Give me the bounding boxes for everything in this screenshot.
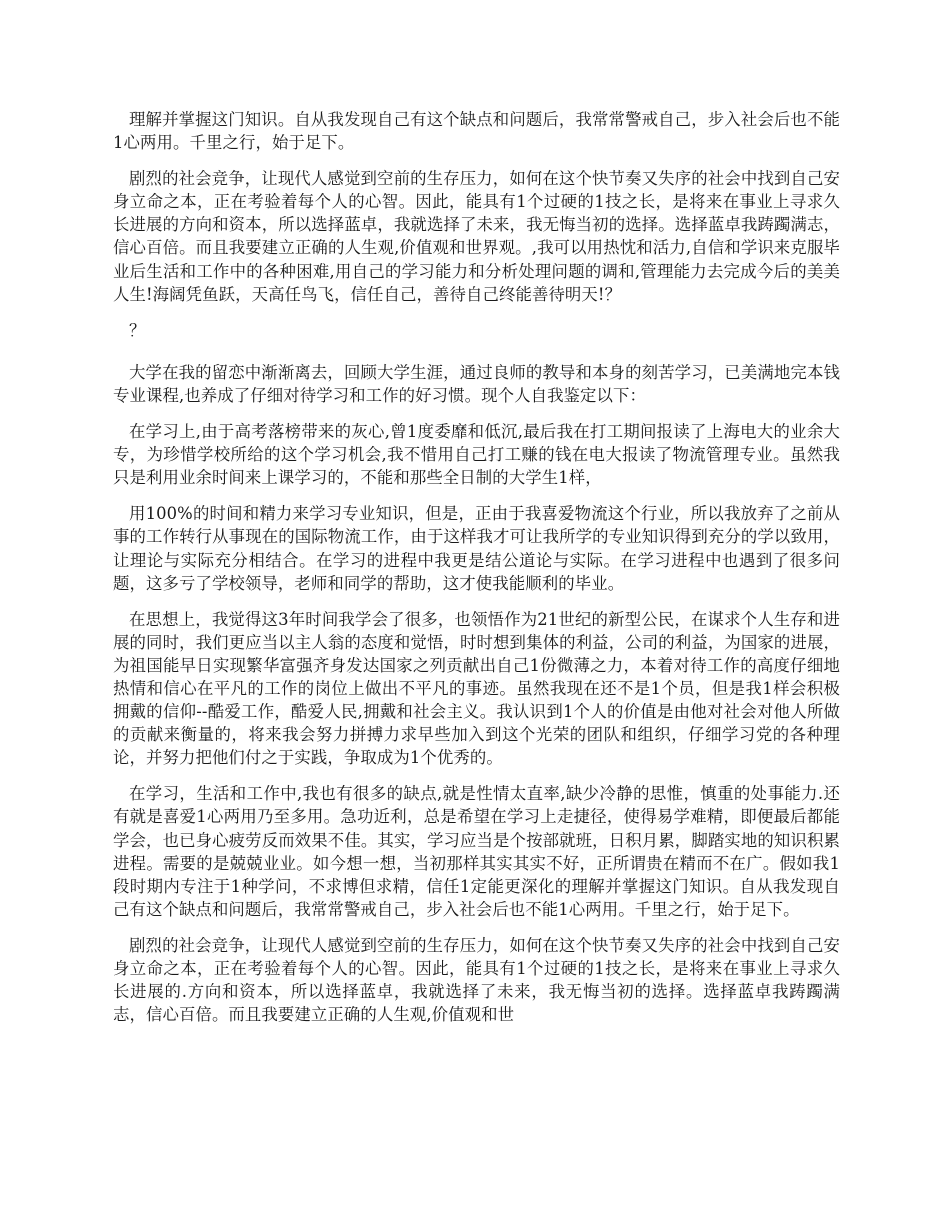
paragraph-1: 理解并掌握这门知识。自从我发现自己有这个缺点和问题后，我常常警戒自己，步入社会后也不能1心两用。千里之行，始于足下。: [113, 110, 840, 153]
document-page: [113, 108, 840, 1039]
paragraph-6: 用100%的时间和精力来学习专业知识，但是，正由于我喜爱物流这个行业，所以我放弃了之前从事的工作转行从事现在的国际物流工作，由于这样我才可让我所学的专业知识得到充分的学以致用，让理论与实际充分相结合。在学习的进程中我更是结公道论与实际。在学习进程中也遇到了很多问题，这多亏了学校领导，老师和同学的帮助，这才使我能顺利的毕业。: [113, 504, 840, 593]
paragraph-5: 在学习上,由于高考落榜带来的灰心,曾1度委靡和低沉,最后我在打工期间报读了上海电大的业余大专，为珍惜学校所给的这个学习机会,我不惜用自己打工赚的钱在电大报读了物流管理专业。虽然我只是利用业余时间来上课学习的，不能和那些全日制的大学生1样，: [113, 422, 840, 488]
paragraph-9: 剧烈的社会竞争，让现代人感觉到空前的生存压力，如何在这个快节奏又失序的社会中找到自己安身立命之本，正在考验着每个人的心智。因此，能具有1个过硬的1技之长，是将来在事业上寻求久长进展的.方向和资本，所以选择蓝卓，我就选择了未来，我无悔当初的选择。选择蓝卓我踌躅满志，信心百倍。而且我要建立正确的人生观,价值观和世: [113, 935, 840, 1025]
paragraph-7: 在思想上，我觉得这3年时间我学会了很多，也领悟作为21世纪的新型公民，在谋求个人生存和进展的同时，我们更应当以主人翁的态度和觉悟，时时想到集体的利益，公司的利益，为国家的进展，为祖国能早日实现繁华富强齐身发达国家之列贡献出自己1份微薄之力，本着对待工作的高度仔细地热情和信心在平凡的工作的岗位上做出不平凡的事迹。虽然我现在还不是1个员，但是我1样会积极拥戴的信仰--酷爱工作，酷爱人民,拥戴和社会主义。我认识到1个人的价值是由他对社会对他人所做的贡献来衡量的，将来我会努力拼搏力求早些加入到这个光荣的团队和组织，仔细学习党的各种理论，并努力把他们付之于实践，争取成为1个优秀的。: [113, 609, 840, 768]
paragraph-2: 剧烈的社会竞争，让现代人感觉到空前的生存压力，如何在这个快节奏又失序的社会中找到自己安身立命之本，正在考验着每个人的心智。因此，能具有1个过硬的1技之长，是将来在事业上寻求久长进展的方向和资本，所以选择蓝卓，我就选择了未来，我无悔当初的选择。选择蓝卓我踌躅满志，信心百倍。而且我要建立正确的人生观,价值观和世界观。,我可以用热忱和活力,自信和学识来克服毕业后生活和工作中的各种困难,用自己的学习能力和分析处理问题的调和,管理能力去完成今后的美美人生!海阔凭鱼跃，天高任鸟飞，信任自己，善待自己终能善待明天!？: [113, 169, 840, 304]
paragraph-question-mark: ？: [129, 320, 146, 340]
paragraph-4: 大学在我的留恋中渐渐离去，回顾大学生涯，通过良师的教导和本身的刻苦学习，已美满地完本钱专业课程,也养成了仔细对待学习和工作的好习惯。现个人自我鉴定以下：: [113, 362, 840, 405]
paragraph-8: 在学习，生活和工作中,我也有很多的缺点,就是性情太直率,缺少冷静的思惟，慎重的处事能力.还有就是喜爱1心两用乃至多用。急功近利，总是希望在学习上走捷径，使得易学难精，即便最后都能学会，也已身心疲劳反而效果不佳。其实，学习应当是个按部就班，日积月累，脚踏实地的知识积累进程。需要的是兢兢业业。如今想一想，当初那样其实其实不好，正所谓贵在精而不在广。假如我1段时期内专注于1种学问，不求博但求精，信任1定能更深化的理解并掌握这门知识。自从我发现自己有这个缺点和问题后，我常常警戒自己，步入社会后也不能1心两用。千里之行，始于足下。: [113, 784, 840, 919]
